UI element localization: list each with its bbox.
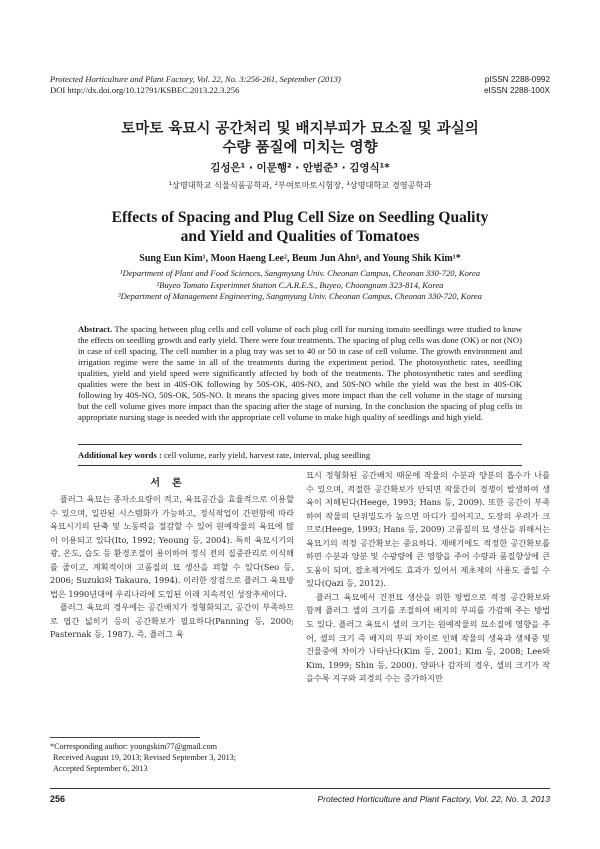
doi-text[interactable]: DOI http://dx.doi.org/10.12791/KSBEC.2013.22.3.256: [50, 85, 240, 95]
corresponding-author: *Corresponding author: youngskim77@gmail.com: [50, 742, 217, 751]
body-paragraph: 플러그 육묘는 종자소요량이 적고, 육묘공간을 효율적으로 이용할 수 있으며, 일관된 시스템화가 가능하고, 정식작업이 간편함에 따라 육묘시기의 단축 및 노동력을 절감할 수 있어 원예작물의 육묘에 많이 이용되고 있다(Ito, 1992; Yeoung 등, 2004). 특히 육묘시기의 광, 온도, 습도 등 환경조절이 용이하여 정식 전의 집중관리로 이식해를 줄이고, 계획적이며 고품질의 묘 생산을 꾀할 수 있다(Seo 등, 2006; Suzuki와 Takaura, 1994). 이러한 장점으로 플러그 육묘방법은 1990년대에 우리나라에 도입된 이래 지속적인 성장추세이다.: [50, 494, 294, 599]
page-number: 256: [50, 794, 66, 804]
abstract-label: Abstract.: [78, 324, 113, 334]
footnote-divider: [50, 737, 200, 738]
abstract: [78, 324, 522, 423]
affiliation-3: ³Department of Management Engineering, Sangmyung Univ. Cheonan Campus, Cheonan 330-720, Korea: [118, 291, 482, 301]
english-authors: Sung Eun Kim¹, Moon Haeng Lee², Beum Jun Ahn³, and Young Shik Kim¹*: [139, 253, 461, 264]
keywords-label: Additional key words :: [78, 450, 162, 460]
korean-authors: 김성은¹ · 이문행² · 안범준³ · 김영식¹*: [210, 162, 390, 174]
body-paragraph: 묘시 정형화된 공간배치 때문에 작물의 수분과 양분의 흡수가 나를 수 있으며, 적절한 공간확보가 안되면 작물간의 경쟁이 발생하여 생육이 저해된다(Heege, 1993; Hans 등, 2009). 또한 공간이 부족하여 작물의 단위밀도가 높으면 마디가 길어지고, 도장의 우려가 크므로(Heege, 1993; Hans 등, 2009) 고품질의 묘 생산을 위해서는 육묘기의 적정 공간확보는 중요하다. 재배기에도 적정한 공간확보를 하면 수분과 양분 및 수광량에 큰 영향을 주어 수량과 품질향상에 큰 도움이 되며, 잡초제거에도 효과가 있어서 제초제의 사용도 줄일 수 있다(Qazi 등, 2012).: [306, 470, 550, 589]
received-dates: Received August 19, 2013; Revised September 3, 2013;: [53, 753, 237, 762]
abstract-text: The spacing between plug cells and cell volume of each plug cell for nursing tomato seedlings were studied to know the effects on seedling growth and early yield. There were four treatments. The spacing of plug cells was done (OK) or not (NO) in case of cell spacing. The cell number in a plug tray was set to 40 or 50 in case of cell volume. The growth environment and irrigation regime were the same in all of the treatments during the experiment period. The photosynthetic rates, seedling qualities, yield and yield speed were significantly affected by both of the treatments. The photosynthetic rates and seedling qualities were the best in 40S-OK following by 50S-OK, 40S-NO, and 50S-NO while the yield was the best in 40S-OK following by 40S-NO, 50S-OK, 50S-NO. It means the spacing gives more impact than the cell volume in the stage of nursing but the cell volume gives more impact than the spacing after the stage of nursing. In the conclusion the spacing of plug cells in appropriate nursing stage is needed with the appropriate cell volume to make high quality of seedlings and high yield.: [78, 324, 523, 422]
english-title-line-1: Effects of Spacing and Plug Cell Size on Seedling Quality: [111, 209, 489, 226]
eissn: eISSN 2288-100X: [484, 86, 550, 95]
additional-keywords: [78, 450, 522, 461]
english-affiliations: [40, 268, 560, 303]
body-paragraph: 플러그 육묘의 경우에는 공간배치가 정형화되고, 공간이 부족하므로 엽간 넓히기 등의 공간확보가 필요하다(Panning 등, 2000; Pasternak 등, 1987). 즉, 플러그 육: [50, 602, 294, 640]
footer-journal: Protected Horticulture and Plant Factory, Vol. 22, No. 3, 2013: [317, 794, 550, 804]
affiliation-1: ¹Department of Plant and Food Sciences, Sangmyung Univ. Cheonan Campus, Cheonan 330-720, Korea: [119, 268, 481, 278]
footnote: [50, 741, 300, 774]
issn-block: [430, 74, 550, 96]
english-title-line-2: and Yield and Qualities of Tomatoes: [180, 228, 420, 245]
keywords-text: cell volume, early yield, harvest rate, interval, plug seedling: [161, 450, 371, 460]
section-heading-introduction: 서론: [150, 478, 194, 489]
page-footer-divider: [50, 788, 550, 789]
body-column-left: [50, 493, 294, 642]
journal-header: [50, 74, 410, 96]
keywords-divider-bottom: [78, 465, 522, 466]
body-paragraph: 플러그 육묘에서 건전묘 생산을 위한 방법으로 적정 공간확보와 함께 플러그 셀의 크기를 조절하여 배지의 부피를 가감해 주는 방법도 있다. 플러그 육묘시 셀의 크기는 원예작물의 묘소질에 영향을 주어, 셀의 크기 즉 배지의 부피 차이로 인해 작물의 생육과 생체중 및 건물중에 차이가 나타난다(Kim 등, 2001; Kim 등, 2008; Lee와 Kim, 1999; Shin 등, 2000). 양파나 감자의 경우, 셀의 크기가 작을수록 지구와 괴경의 수는 증가하지만: [306, 591, 550, 684]
keywords-divider-top: [78, 444, 522, 445]
accepted-date: Accepted September 6, 2013: [53, 764, 148, 773]
korean-affiliations: ¹상명대학교 식물식품공학과, ²부여토마토시험장, ³상명대학교 경영공학과: [168, 180, 432, 190]
korean-title-line-2: 수량 품질에 미치는 영향: [222, 140, 378, 156]
affiliation-2: ²Buyeo Tomato Experimnet Station C.A.R.E.S., Buyeo, Choongnam 323-814, Korea: [156, 279, 444, 290]
english-title: [40, 208, 560, 246]
korean-title-line-1: 토마토 육묘시 공간처리 및 배지부피가 묘소질 및 과실의: [121, 121, 479, 137]
body-column-right: [306, 469, 550, 686]
korean-title: [40, 120, 560, 158]
journal-reference: Protected Horticulture and Plant Factory, Vol. 22, No. 3:256-261, September (2013): [50, 74, 341, 84]
pissn: pISSN 2288-0992: [484, 75, 550, 84]
